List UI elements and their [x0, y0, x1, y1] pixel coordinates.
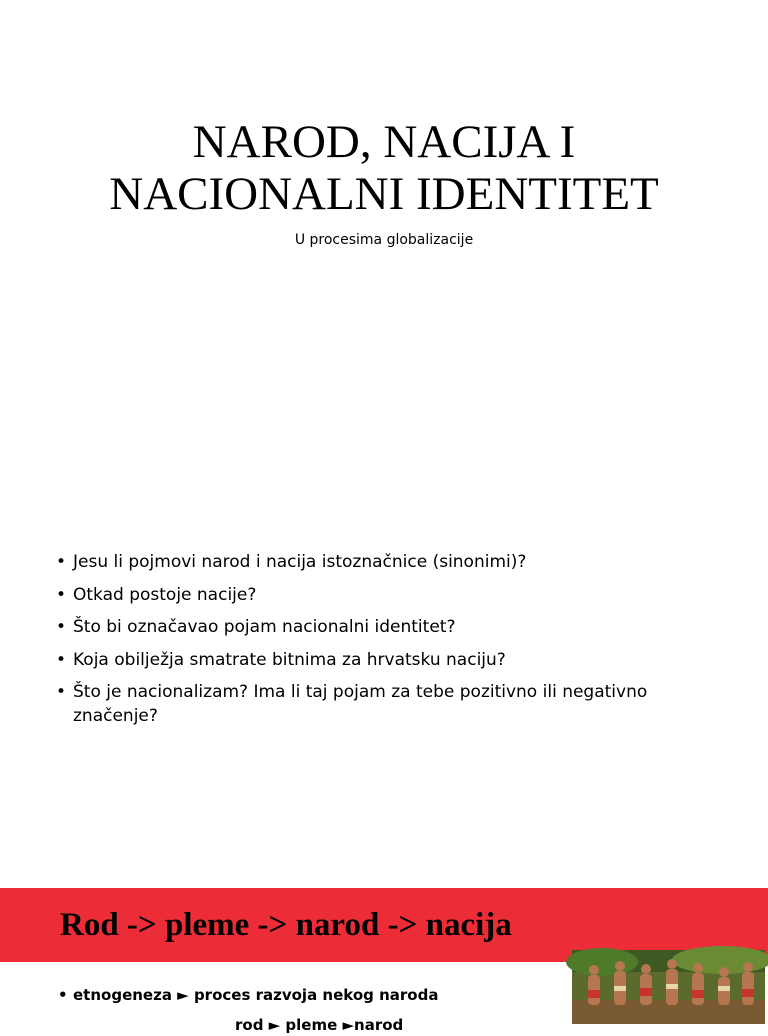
question-text: Koja obilježja smatrate bitnima za hrvatsku naciju?: [73, 649, 506, 670]
bullet-text: proces razvoja nekog naroda: [193, 986, 439, 1004]
question-text: Što bi označavao pojam nacionalni identitet?: [73, 617, 456, 637]
question-text: Što je nacionalizam? Ima li taj pojam za tebe pozitivno ili negativno značenje?: [73, 682, 648, 726]
list-item: [58, 984, 438, 1006]
slide-subtitle: U procesima globalizacije: [294, 232, 474, 248]
question-item: [56, 648, 716, 672]
bullet-icon: •: [56, 682, 67, 702]
slide-2: [0, 888, 768, 1034]
lineage-chain: rod ► pleme ►narod: [235, 1016, 404, 1034]
bullet-icon: •: [56, 552, 67, 572]
title-line-2: NACIONALNI IDENTITET: [109, 168, 659, 220]
slide-2-list: [58, 984, 438, 1006]
slide-title: [40, 116, 728, 220]
bullet-icon: •: [56, 649, 67, 670]
bullet-term: etnogeneza ►: [73, 986, 189, 1004]
question-item: [56, 680, 716, 728]
bullet-icon: •: [56, 617, 67, 637]
bullet-icon: •: [56, 584, 67, 605]
question-item: [56, 550, 716, 574]
bullet-icon: •: [58, 986, 68, 1004]
question-text: Otkad postoje nacije?: [73, 584, 257, 605]
question-item: [56, 615, 716, 639]
slide-2-heading: Rod -> pleme -> narod -> nacija: [60, 907, 512, 943]
question-item: [56, 583, 716, 607]
question-text: Jesu li pojmovi narod i nacija istoznačnice (sinonimi)?: [73, 552, 527, 572]
title-line-1: NAROD, NACIJA I: [192, 116, 576, 168]
question-list: [56, 550, 716, 737]
group-photo-icon: [572, 950, 765, 1024]
